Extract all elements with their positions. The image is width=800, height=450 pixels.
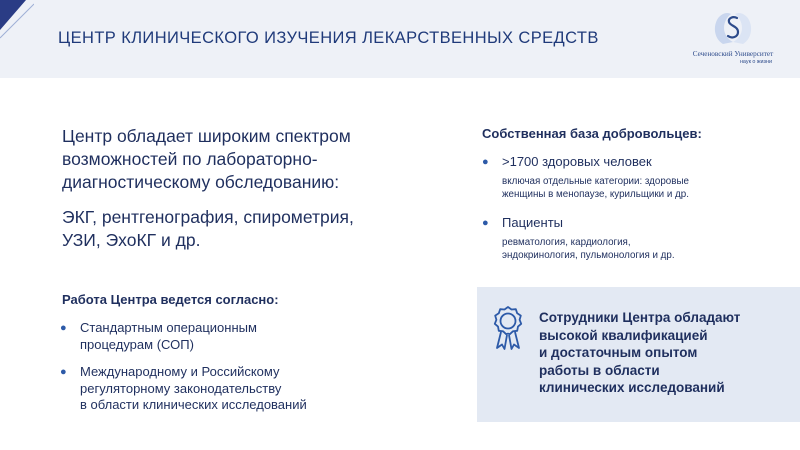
staff-qualification-panel (477, 287, 800, 422)
list-item-main: >1700 здоровых человек (502, 154, 652, 169)
panel-text (539, 309, 789, 397)
list-item-sub (502, 236, 782, 262)
university-emblem-icon (711, 8, 755, 48)
header-bar (0, 0, 800, 78)
lead-line: возможностей по лабораторно- (62, 149, 318, 169)
lead-paragraph-capabilities (62, 125, 422, 194)
list-item-sub-line: ревматология, кардиология, (502, 236, 631, 248)
lead-line: Центр обладает широким спектром (62, 126, 351, 146)
list-item (482, 154, 782, 201)
award-ribbon-icon (491, 305, 525, 351)
panel-line: и достаточным опытом (539, 345, 698, 360)
list-item-line: регуляторному законодательству (80, 380, 282, 396)
lead-line: ЭКГ, рентгенография, спирометрия, (62, 207, 354, 227)
logo-motto: наук о жизни (739, 59, 772, 65)
lead-line: УЗИ, ЭхоКГ и др. (62, 230, 201, 250)
logo-university-name: Сеченовский Университет (692, 50, 774, 58)
list-item (60, 364, 307, 414)
bullet-dot-icon: ● (482, 156, 489, 168)
corner-accent-icon (0, 0, 34, 40)
bullet-dot-icon: ● (482, 217, 489, 229)
list-item (482, 215, 782, 262)
list-item-line: Международному и Российскому (80, 364, 280, 379)
panel-line: высокой квалификацией (539, 327, 708, 343)
university-logo (678, 8, 788, 70)
volunteers-section-title: Собственная база добровольцев: (482, 126, 702, 141)
lead-line: диагностическому обследованию: (62, 172, 340, 192)
list-item-sub-line: включая отдельные категории: здоровые (502, 175, 689, 187)
bullet-dot-icon: ● (60, 366, 67, 378)
panel-line: клинических исследований (539, 380, 725, 395)
list-item-line: процедурам (СОП) (80, 336, 194, 352)
panel-line: Сотрудники Центра обладают (539, 310, 741, 325)
page-title: ЦЕНТР КЛИНИЧЕСКОГО ИЗУЧЕНИЯ ЛЕКАРСТВЕННЫХ СРЕДСТВ (58, 29, 599, 47)
list-item-sub-line: женщины в менопаузе, курильщики и др. (502, 188, 689, 200)
list-item-sub (502, 175, 782, 201)
work-section-title: Работа Центра ведется согласно: (62, 292, 279, 307)
list-item-line: Стандартным операционным (80, 320, 257, 335)
bullet-dot-icon: ● (60, 322, 67, 334)
panel-line: работы в области (539, 362, 660, 378)
list-item-line: в области клинических исследований (80, 397, 307, 412)
list-item-main: Пациенты (502, 215, 563, 230)
list-item-sub-line: эндокринология, пульмонология и др. (502, 249, 675, 261)
lead-paragraph-methods (62, 206, 422, 252)
list-item (60, 320, 257, 353)
